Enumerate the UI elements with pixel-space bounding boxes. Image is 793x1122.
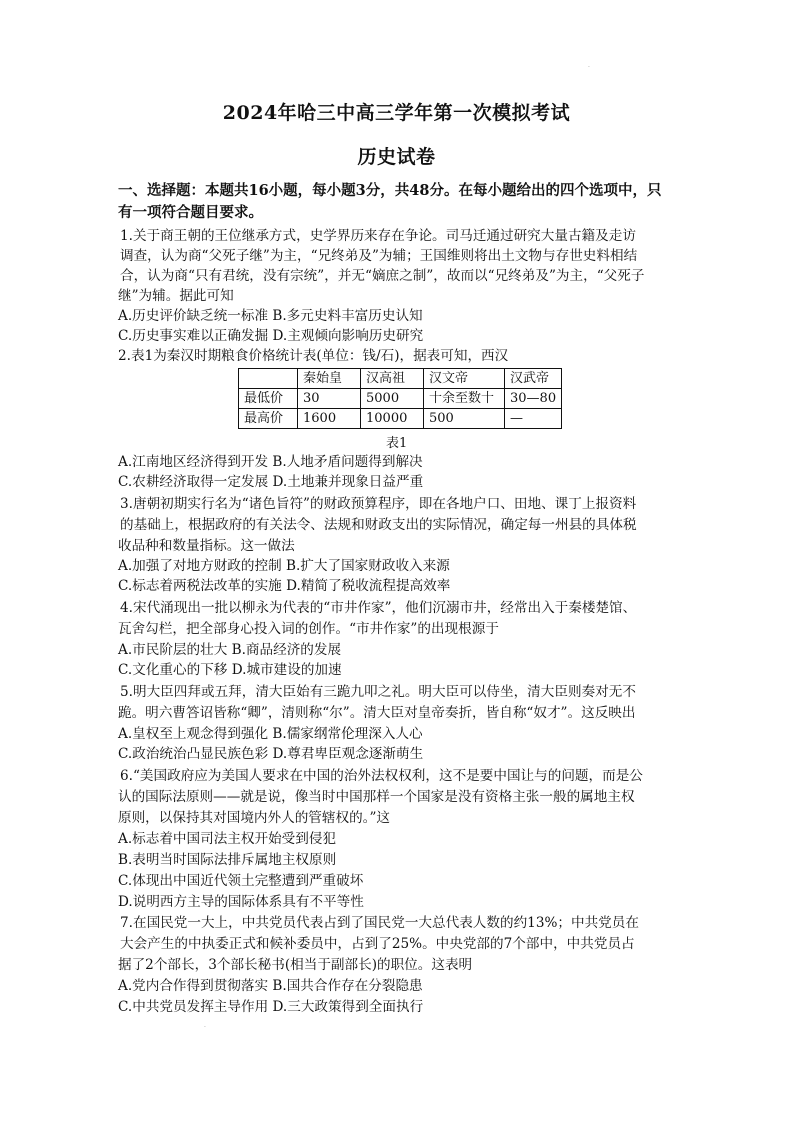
q1-stem-line: 1.关于商王朝的王位继承方式，史学界历来存在争论。司马迁通过研究大量古籍及走访 [120, 228, 636, 244]
q1-option-line: C.历史事实难以正确发掘 D.主观倾向影响历史研究 [118, 328, 424, 344]
section-heading [118, 180, 678, 224]
q5-option-line: C.政治统治凸显民族色彩 D.尊君卑臣观念逐渐萌生 [118, 746, 424, 762]
q5-stem-line: 5.明大臣四拜或五拜，清大臣始有三跪九叩之礼。明大臣可以侍坐，清大臣则奏对无不 [120, 684, 636, 700]
q6-option-line: C.体现出中国近代领土完整遭到严重破坏 [118, 873, 364, 889]
section-heading-line: 有一项符合题目要求。 [118, 204, 263, 221]
q6-option-line: D.说明西方主导的国际体系具有不平等性 [118, 894, 364, 910]
q1-option-line: A.历史评价缺乏统一标准 B.多元史料丰富历史认知 [118, 308, 423, 324]
table-cell: 30 [298, 389, 361, 409]
q3-stem-line: 3.唐朝初期实行名为“诸色旨符”的财政预算程序，即在各地户口、田地、课丁上报资料 [120, 496, 637, 512]
table-cell: 汉文帝 [424, 369, 505, 389]
section-heading-line: 一、选择题：本题共16小题，每小题3分，共48分。在每小题给出的四个选项中，只 [118, 182, 662, 199]
q4-stem-line: 瓦舍勾栏，把全部身心投入词的创作。“市井作家”的出现根源于 [118, 621, 499, 637]
table-cell: 汉高祖 [361, 369, 424, 389]
q4-stem-line: 4.宋代涌现出一批以柳永为代表的“市井作家”，他们沉溺市井，经常出入于秦楼楚馆、 [120, 600, 637, 616]
q4-option-line: A.市民阶层的壮大 B.商品经济的发展 [118, 642, 342, 658]
q6-option-line: A.标志着中国司法主权开始受到侵犯 [118, 831, 337, 847]
table-row [239, 389, 562, 409]
q7-option-line: A.党内合作得到贯彻落实 B.国共合作存在分裂隐患 [118, 978, 423, 994]
q6-stem-line: 原则，以保持其对国境内外人的管辖权的。”这 [118, 810, 391, 826]
table-cell: 10000 [361, 409, 424, 429]
q4-option-line: C.文化重心的下移 D.城市建设的加速 [118, 662, 342, 678]
q7-stem-line: 据了2个部长，3个部长秘书(相当于副部长)的职位。这表明 [118, 957, 473, 973]
q7-stem-line: 7.在国民党一大上，中共党员代表占到了国民党一大总代表人数的约13%；中共党员在 [120, 915, 639, 931]
table-row [239, 409, 562, 429]
q1-stem-line: 合，认为商“只有君统，没有宗统”，并无“嫡庶之制”，故而以“兄终弟及”为主，“父死子 [120, 268, 645, 284]
q2-stem-line: 2.表1为秦汉时期粮食价格统计表(单位：钱/石)，据表可知，西汉 [118, 348, 509, 364]
q2-option-line: A.江南地区经济得到开发 B.人地矛盾问题得到解决 [118, 454, 423, 470]
table-cell: 汉武帝 [505, 369, 562, 389]
table-cell: 500 [424, 409, 505, 429]
table-cell: 十余至数十 [424, 389, 505, 409]
q1-stem-line: 继”为辅。据此可知 [118, 288, 234, 304]
q5-stem-line: 跪。明六曹答诏皆称“卿”，清则称“尔”。清大臣对皇帝奏折，皆自称“奴才”。这反映出 [118, 705, 636, 721]
q5-option-line: A.皇权至上观念得到强化 B.儒家纲常伦理深入人心 [118, 726, 423, 742]
table-header-row [239, 369, 562, 389]
q3-stem-line: 的基础上，根据政府的有关法令、法规和财政支出的实际情况，确定每一州县的具体税 [120, 517, 637, 533]
table-cell: 秦始皇 [298, 369, 361, 389]
table-cell: 5000 [361, 389, 424, 409]
table-cell: 最高价 [239, 409, 298, 429]
q3-option-line: C.标志着两税法改革的实施 D.精简了税收流程提高效率 [118, 578, 451, 594]
q7-option-line: C.中共党员发挥主导作用 D.三大政策得到全面执行 [118, 999, 424, 1015]
table-cell [239, 369, 298, 389]
grain-price-table [238, 368, 562, 429]
q3-stem-line: 收品种和数量指标。这一做法 [118, 538, 295, 554]
exam-subtitle: 历史试卷 [357, 146, 436, 168]
q6-stem-line: 认的国际法原则——就是说，像当时中国那样一个国家是没有资格主张一般的属地主权 [118, 789, 635, 805]
q7-stem-line: 大会产生的中执委正式和候补委员中，占到了25%。中央党部的7个部中，中共党员占 [120, 936, 635, 952]
table-cell: 1600 [298, 409, 361, 429]
scan-speck: · [204, 1024, 206, 1031]
q6-option-line: B.表明当时国际法排斥属地主权原则 [118, 852, 337, 868]
q1-stem-line: 调查，认为商“父死子继”为主，“兄终弟及”为辅；王国维则将出土文物与存世史料相结 [120, 248, 638, 264]
table-cell: — [505, 409, 562, 429]
q3-option-line: A.加强了对地方财政的控制 B.扩大了国家财政收入来源 [118, 558, 450, 574]
table-caption: 表1 [386, 436, 408, 451]
table-cell: 30—80 [505, 389, 562, 409]
q2-option-line: C.农耕经济取得一定发展 D.土地兼并现象日益严重 [118, 474, 424, 490]
q6-stem-line: 6.“美国政府应为美国人要求在中国的治外法权权利，这不是要中国让与的问题，而是公 [120, 768, 643, 784]
exam-title: 2024年哈三中高三学年第一次模拟考试 [222, 102, 571, 124]
table-cell: 最低价 [239, 389, 298, 409]
scan-speck: · [588, 64, 590, 71]
